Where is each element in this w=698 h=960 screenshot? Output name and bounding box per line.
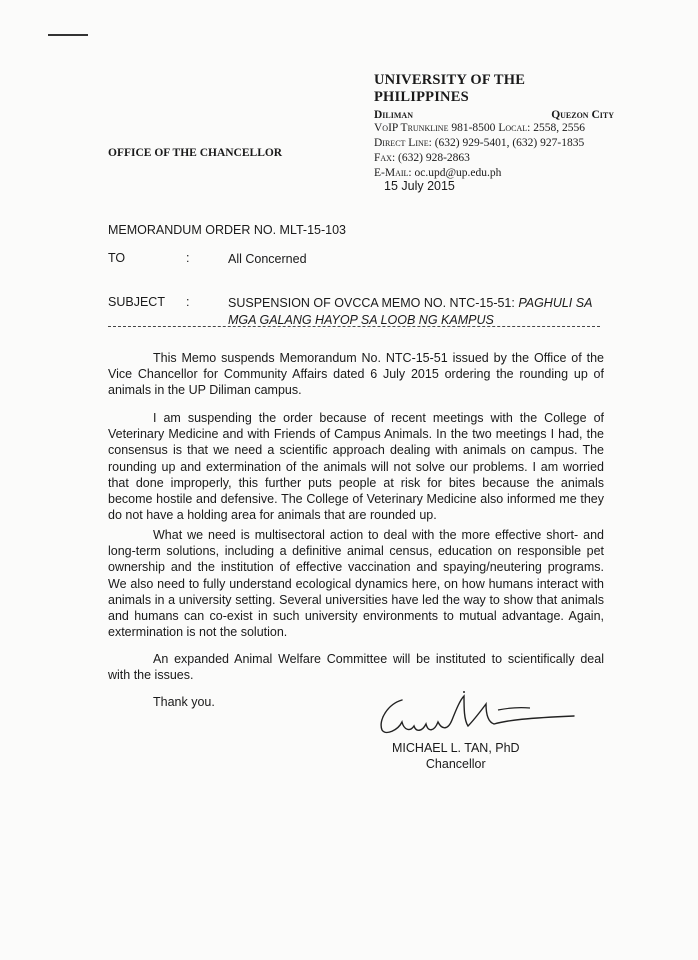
signer-block: [392, 740, 520, 772]
to-colon: :: [186, 251, 190, 265]
closing-text: Thank you.: [153, 695, 215, 709]
to-label: TO: [108, 251, 126, 265]
signature-image: [368, 690, 598, 740]
voip-line: VoIP Trunkline 981-8500 Local: 2558, 2556: [374, 122, 585, 134]
signer-title: Chancellor: [425, 757, 486, 771]
to-value: All Concerned: [228, 252, 307, 266]
subject-label: SUBJECT: [108, 295, 165, 309]
office-title: OFFICE OF THE CHANCELLOR: [108, 147, 283, 159]
email-link[interactable]: oc.upd@up.edu.ph: [414, 167, 502, 179]
city-name: Quezon City: [551, 109, 614, 121]
paragraph-4: An expanded Animal Welfare Committee will be instituted to scientifically deal with the issues.: [108, 652, 604, 683]
subject-value: SUSPENSION OF OVCCA MEMO NO. NTC-15-51: PAGHULI SA MGA GALANG HAYOP SA LOOB NG KAMPUS: [228, 296, 593, 327]
paragraph-1: This Memo suspends Memorandum No. NTC-15-51 issued by the Office of the Vice Chancellor for Community Affairs dated 6 July 2015 ordering the rounding up of animals in the UP Diliman campus.: [108, 351, 604, 398]
campus-row: [374, 109, 614, 121]
direct-line: Direct Line: (632) 929-5401, (632) 927-1835: [374, 137, 585, 149]
letterhead: [374, 72, 614, 181]
campus-name: Diliman: [374, 109, 413, 121]
corner-mark: [48, 34, 88, 36]
divider-line: [108, 326, 600, 327]
university-name: UNIVERSITY OF THE PHILIPPINES: [374, 72, 526, 105]
subject-colon: :: [186, 295, 190, 309]
paragraph-3: What we need is multisectoral action to deal with the more effective short- and long-term solutions, including a definitive animal census, education on responsible pet ownership and the institution of effective vaccination and spaying/neutering programs. We also need to fully understand ecological dynamics here, on how humans interact with animals in a university setting. Several universities have led the way to show that animals and humans can co-exist in such university environments to mutual advantage. Again, extermination is not the solution.: [108, 528, 604, 640]
fax-line: Fax: (632) 928-2863: [374, 152, 470, 164]
signer-name: MICHAEL L. TAN, PhD: [392, 741, 520, 755]
paragraph-2: I am suspending the order because of recent meetings with the College of Veterinary Medicine and with Friends of Campus Animals. In the two meetings I had, the consensus is that we need a scientific approach dealing with animals on campus. The rounding up and extermination of the animals will not solve our problems. I am worried that done improperly, this further puts people at risk for bites because the animals become hostile and defensive. The College of Veterinary Medicine also informed me they do not have a holding area for animals that are rounded up.: [108, 411, 604, 523]
email-line: E-Mail: oc.upd@up.edu.ph: [374, 167, 502, 179]
memo-number: MEMORANDUM ORDER NO. MLT-15-103: [108, 223, 346, 237]
memo-date: 15 July 2015: [384, 179, 455, 193]
